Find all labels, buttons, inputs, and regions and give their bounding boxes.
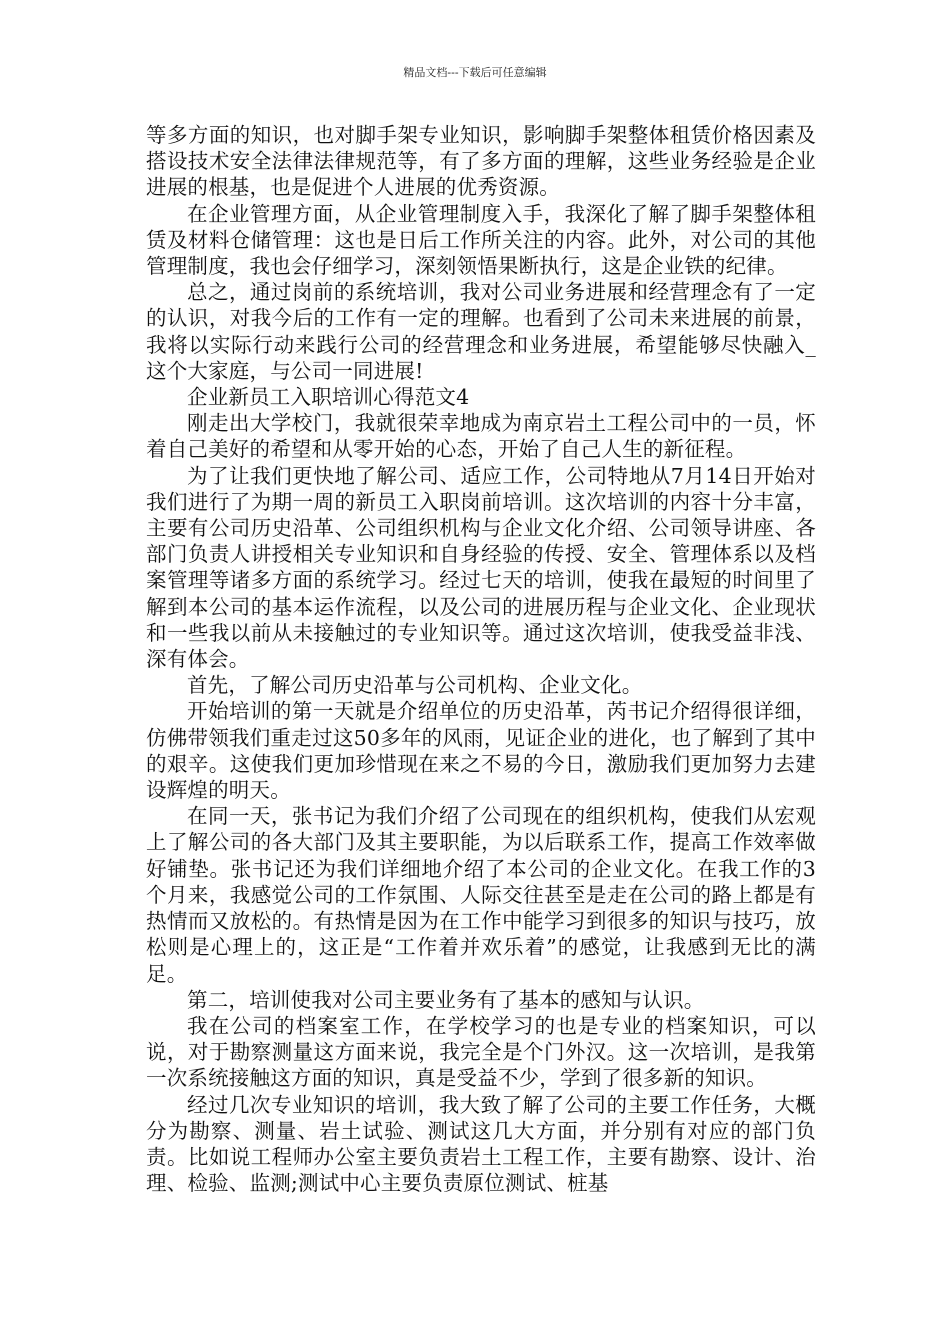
paragraph-8: 开始培训的第一天就是介绍单位的历史沿革，芮书记介绍得很详细，仿佛带领我们重走过这50多年的风雨，见证企业的进化，也了解到了其中的艰辛。这使我们更加珍惜现在来之不易的今日，激励我们更加努力去建设辉煌的明天。 xyxy=(146,699,816,803)
page-header: 精品文档---下载后可任意编辑 xyxy=(403,66,547,79)
paragraph-12: 经过几次专业知识的培训，我大致了解了公司的主要工作任务，大概分为勘察、测量、岩土试验、测试这几大方面，并分别有对应的部门负责。比如说工程师办公室主要负责岩土工程工作，主要有勘察、设计、治理、检验、监测;测试中心主要负责原位测试、桩基 xyxy=(146,1092,816,1196)
paragraph-9: 在同一天，张书记为我们介绍了公司现在的组织机构，使我们从宏观上了解公司的各大部门及其主要职能，为以后联系工作，提高工作效率做好铺垫。张书记还为我们详细地介绍了本公司的企业文化。在我工作的3个月来，我感觉公司的工作氛围、人际交往甚至是走在公司的路上都是有热情而又放松的。有热情是因为在工作中能学习到很多的知识与技巧，放松则是心理上的，这正是“工作着并欢乐着”的感觉，让我感到无比的满足。 xyxy=(146,804,816,986)
paragraph-11: 我在公司的档案室工作，在学校学习的也是专业的档案知识，可以说，对于勘察测量这方面来说，我完全是个门外汉。这一次培训，是我第一次系统接触这方面的知识，真是受益不少，学到了很多新的知识。 xyxy=(146,1013,816,1091)
paragraph-3: 总之，通过岗前的系统培训，我对公司业务进展和经营理念有了一定的认识，对我今后的工作有一定的理解。也看到了公司未来进展的前景，我将以实际行动来践行公司的经营理念和业务进展，希望能够尽快融入_这个大家庭，与公司一同进展! xyxy=(146,280,816,383)
paragraph-10: 第二，培训使我对公司主要业务有了基本的感知与认识。 xyxy=(187,987,705,1012)
paragraph-2: 在企业管理方面，从企业管理制度入手，我深化了解了脚手架整体租赁及材料仓储管理：这也是日后工作所关注的内容。此外，对公司的其他管理制度，我也会仔细学习，深刻领悟果断执行，这是企业铁的纪律。 xyxy=(146,201,816,279)
paragraph-1: 等多方面的知识，也对脚手架专业知识，影响脚手架整体租赁价格因素及搭设技术安全法律法律规范等，有了多方面的理解，这些业务经验是企业进展的根基，也是促进个人进展的优秀资源。 xyxy=(146,123,816,200)
paragraph-6: 为了让我们更快地了解公司、适应工作，公司特地从7月14日开始对我们进行了为期一周的新员工入职岗前培训。这次培训的内容十分丰富，主要有公司历史沿革、公司组织机构与企业文化介绍、公司领导讲座、各部门负责人讲授相关专业知识和自身经验的传授、安全、管理体系以及档案管理等诸多方面的系统学习。经过七天的培训，使我在最短的时间里了解到本公司的基本运作流程，以及公司的进展历程与企业文化、企业现状和一些我以前从未接触过的专业知识等。通过这次培训，使我受益非浅、深有体会。 xyxy=(146,463,816,672)
document-body xyxy=(146,122,816,1196)
paragraph-5: 刚走出大学校门，我就很荣幸地成为南京岩土工程公司中的一员，怀着自己美好的希望和从零开始的心态，开始了自己人生的新征程。 xyxy=(146,411,816,462)
section-heading: 企业新员工入职培训心得范文4 xyxy=(187,385,470,410)
paragraph-7: 首先，了解公司历史沿革与公司机构、企业文化。 xyxy=(187,673,643,698)
